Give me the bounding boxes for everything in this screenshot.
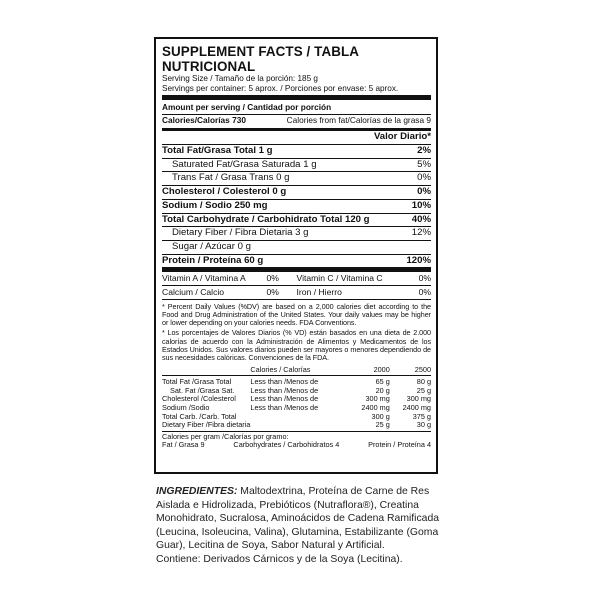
cal-gram-protein: Protein / Proteína 4 xyxy=(368,440,431,450)
nutrient-name: Cholesterol / Colesterol 0 g xyxy=(162,186,287,198)
dv-limit: Less than /Menos de xyxy=(250,377,319,387)
nutrient-row xyxy=(162,172,431,186)
nutrient-pct: 40% xyxy=(411,213,431,225)
ingredients-text: Maltodextrina, Proteína de Carne de Res Aislada e Hidrolizada, Prebióticos (Nutraflora®), Creatina Monohidrato, Sucralosa, Aminoácidos de Cadena Ramificada (Leucina, Isoleucina, Valina), Glutamina, Estabilizante (Goma Guar), Lecitina de Soya, Sabor Natural y Artificial. xyxy=(156,486,440,552)
dv-name: Cholesterol /Colesterol xyxy=(162,394,236,404)
cal-gram-carbs: Carbohydrates / Carbohidratos 4 xyxy=(233,440,340,450)
nutrient-pct: 0% xyxy=(417,172,431,184)
nutrient-row xyxy=(162,214,431,228)
daily-values-table xyxy=(162,366,431,430)
vitamin-name: Iron / Hierro xyxy=(296,287,342,297)
daily-values-header xyxy=(162,366,431,376)
nutrient-pct: 10% xyxy=(411,199,431,211)
nutrient-name: Total Fat/Grasa Total 1 g xyxy=(162,145,273,157)
nutrient-pct: 5% xyxy=(417,158,431,170)
nutrient-row xyxy=(162,186,431,200)
dv-limit xyxy=(250,421,348,430)
dv-value-2500: 375 g xyxy=(412,411,431,421)
vitamin-row xyxy=(162,272,431,286)
ingredients-title: INGREDIENTES: xyxy=(156,486,238,497)
dv-limit: Less than /Menos de xyxy=(250,385,319,395)
vitamin-name: Calcium / Calcio xyxy=(162,287,225,297)
vitamin-name: Vitamin C / Vitamina C xyxy=(296,273,383,284)
supplement-facts-label xyxy=(154,37,438,474)
dv-value-2500: 80 g xyxy=(416,377,431,387)
calories-from-fat: Calories from fat/Calorías de la grasa 9 xyxy=(286,114,431,125)
footnote-spanish: * Los porcentajes de Valores Diarios (% VD) están basados en una dieta de 2.000 calorías de acuerdo con la Administración de Alimentos y Medicamentos de los Estados Unidos. Sus valores diarios pueden ser mayores o menores dependiendo de sus necesidades calóricas. Convenciones de la FDA. xyxy=(162,328,431,363)
dv-value-2500: 2400 mg xyxy=(402,403,431,413)
vitamin-pct: 0% xyxy=(418,287,431,297)
nutrient-name: Sodium / Sodio 250 mg xyxy=(162,199,268,211)
vitamin-pct: 0% xyxy=(266,287,279,297)
dv-value-2000: 25 g xyxy=(375,420,390,430)
table-row xyxy=(162,421,431,430)
dv-value-2000: 300 g xyxy=(371,411,390,421)
thick-divider xyxy=(162,95,431,100)
nutrient-row xyxy=(162,241,431,255)
dv-limit xyxy=(250,413,348,422)
dv-value-2000: 2400 mg xyxy=(361,403,390,413)
servings-per-container: Servings per container: 5 aprox. / Porciones por envase: 5 aprox. xyxy=(162,83,399,93)
dv-value-2500: 300 mg xyxy=(406,394,431,404)
nutrient-name: Protein / Proteína 60 g xyxy=(162,254,264,266)
dv-col2-header: 2500 xyxy=(390,366,431,376)
dv-value-2000: 20 g xyxy=(375,385,390,395)
nutrient-row xyxy=(162,200,431,214)
ingredients-block xyxy=(156,485,446,567)
vitamin-pct: 0% xyxy=(266,273,279,284)
dv-value-2500: 25 g xyxy=(416,385,431,395)
dv-name: Sat. Fat /Grasa Sat. xyxy=(170,385,235,395)
vitamin-row xyxy=(162,286,431,300)
serving-size: Serving Size / Tamaño de la porción: 185 g xyxy=(162,74,318,83)
nutrient-name: Trans Fat / Grasa Trans 0 g xyxy=(172,172,290,184)
dv-value-2000: 65 g xyxy=(375,377,390,387)
vitamin-name: Vitamin A / Vitamina A xyxy=(162,273,246,284)
calories: Calories/Calorías 730 xyxy=(162,114,246,125)
dv-value-2500: 30 g xyxy=(416,420,431,430)
calories-per-gram-values xyxy=(162,441,431,450)
dv-limit: Less than /Menos de xyxy=(250,403,319,413)
footnote-english: * Percent Daily Values (%DV) are based on a 2,000 calories diet according to the Food and Drug Administration of the United States. Your daily values may be higher or lower depending on your calories needs. FDA Conventions. xyxy=(162,301,431,328)
nutrient-name: Total Carbohydrate / Carbohidrato Total 120 g xyxy=(162,213,370,225)
nutrient-row xyxy=(162,159,431,173)
dv-name: Total Fat /Grasa Total xyxy=(162,377,232,387)
nutrient-row xyxy=(162,227,431,241)
nutrient-name: Dietary Fiber / Fibra Dietaria 3 g xyxy=(172,227,309,239)
calories-per-gram-title: Calories per gram /Calorías por gramo: xyxy=(162,431,289,441)
daily-value-header-row xyxy=(162,131,431,145)
daily-value-header: Valor Diario* xyxy=(373,131,431,143)
vitamin-pct: 0% xyxy=(418,273,431,284)
amount-per-serving: Amount per serving / Cantidad por porción xyxy=(162,102,332,113)
nutrient-name: Sugar / Azúcar 0 g xyxy=(172,241,251,252)
dv-col1-header: 2000 xyxy=(349,366,390,376)
dv-value-2000: 300 mg xyxy=(365,394,390,404)
calories-per-gram xyxy=(162,431,431,450)
cal-gram-fat: Fat / Grasa 9 xyxy=(162,440,205,450)
nutrient-pct: 0% xyxy=(417,186,431,198)
nutrient-name: Saturated Fat/Grasa Saturada 1 g xyxy=(172,158,317,170)
nutrient-pct: 12% xyxy=(411,227,431,239)
nutrient-row xyxy=(162,145,431,159)
nutrient-pct: 2% xyxy=(417,145,431,157)
calories-row xyxy=(162,115,431,127)
label-title: SUPPLEMENT FACTS / TABLA NUTRICIONAL xyxy=(162,44,359,74)
dv-name: Dietary Fiber /Fibra dietaria xyxy=(162,420,251,430)
nutrient-pct: 120% xyxy=(406,254,431,266)
dv-calories-header: Calories / Calorías xyxy=(250,366,348,376)
dv-name: Total Carb. /Carb. Total xyxy=(162,411,237,421)
dv-limit: Less than /Menos de xyxy=(250,394,319,404)
nutrient-row xyxy=(162,255,431,268)
ingredients-contains: Contiene: Derivados Cárnicos y de la Soya (Lecitina). xyxy=(156,553,403,565)
dv-name: Sodium /Sodio xyxy=(162,403,210,413)
